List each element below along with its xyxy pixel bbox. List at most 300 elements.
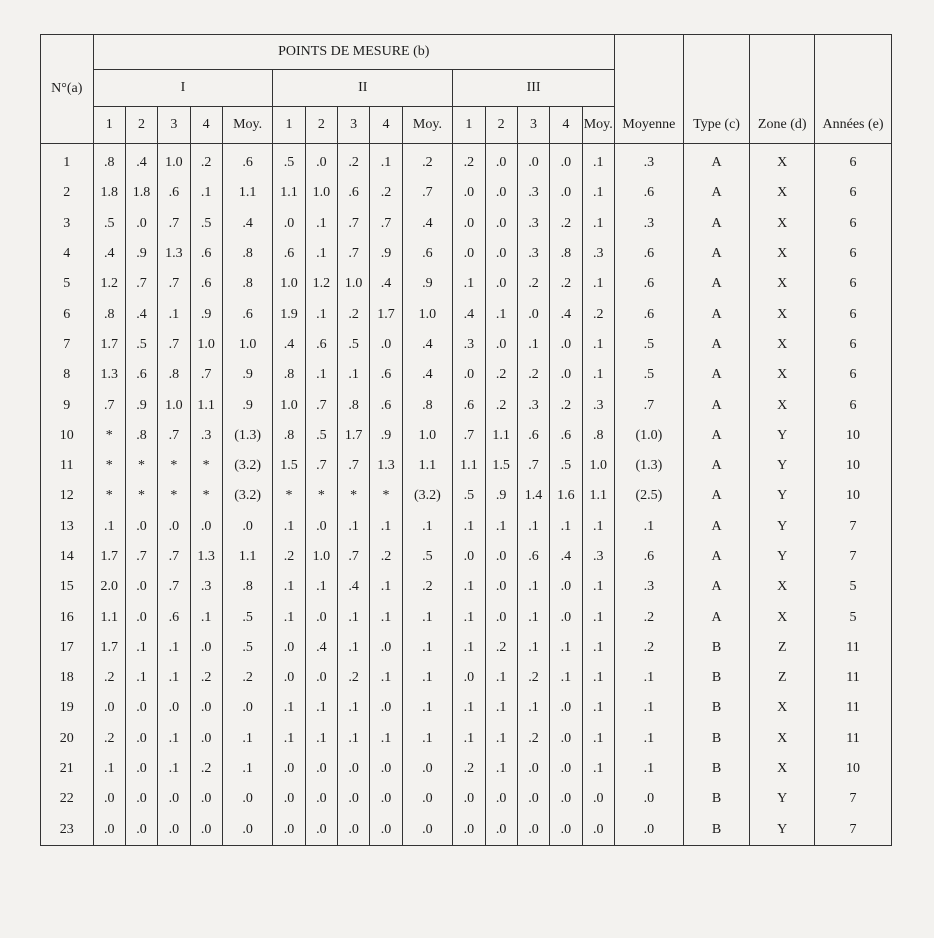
- table-cell: Y: [750, 451, 815, 481]
- table-cell: .5: [222, 602, 273, 632]
- table-row: [41, 602, 892, 632]
- table-row: [41, 390, 892, 420]
- table-cell: 9: [41, 390, 94, 420]
- table-cell: .5: [453, 481, 485, 511]
- table-cell: 6: [815, 178, 892, 208]
- table-cell: .0: [158, 815, 190, 846]
- table-cell: .5: [222, 633, 273, 663]
- table-cell: 6: [41, 299, 94, 329]
- table-cell: A: [683, 451, 750, 481]
- table-cell: .1: [370, 602, 402, 632]
- table-cell: A: [683, 178, 750, 208]
- table-cell: .1: [453, 269, 485, 299]
- table-cell: 1.4: [517, 481, 549, 511]
- table-cell: .0: [485, 602, 517, 632]
- table-cell: .1: [582, 724, 615, 754]
- table-cell: .7: [158, 209, 190, 239]
- table-cell: .1: [222, 724, 273, 754]
- table-cell: 1.7: [93, 542, 125, 572]
- table-cell: Y: [750, 815, 815, 846]
- table-cell: A: [683, 572, 750, 602]
- table-cell: Y: [750, 481, 815, 511]
- table-cell: 6: [815, 209, 892, 239]
- table-row: [41, 239, 892, 269]
- table-cell: X: [750, 754, 815, 784]
- table-cell: .1: [305, 299, 337, 329]
- table-cell: .3: [615, 572, 684, 602]
- table-cell: B: [683, 784, 750, 814]
- table-cell: .5: [615, 360, 684, 390]
- table-cell: .1: [517, 633, 549, 663]
- table-body: [41, 144, 892, 846]
- table-row: [41, 481, 892, 511]
- table-cell: 6: [815, 144, 892, 179]
- table-cell: .1: [453, 633, 485, 663]
- subheader-iii-1: 1: [453, 107, 485, 144]
- table-cell: 1.0: [190, 330, 222, 360]
- table-cell: .0: [485, 178, 517, 208]
- table-cell: *: [158, 451, 190, 481]
- table-cell: .1: [453, 693, 485, 723]
- table-cell: .0: [370, 754, 402, 784]
- table-cell: .0: [517, 815, 549, 846]
- table-cell: .0: [453, 815, 485, 846]
- table-cell: 1.5: [273, 451, 305, 481]
- table-cell: .1: [305, 239, 337, 269]
- table-cell: 1.1: [453, 451, 485, 481]
- table-cell: .0: [550, 754, 582, 784]
- table-cell: 1.0: [158, 390, 190, 420]
- table-cell: .5: [190, 209, 222, 239]
- table-cell: .7: [125, 542, 157, 572]
- table-cell: .1: [402, 663, 453, 693]
- table-cell: .3: [615, 209, 684, 239]
- table-cell: 6: [815, 330, 892, 360]
- table-cell: 21: [41, 754, 94, 784]
- table-cell: 1.1: [93, 602, 125, 632]
- table-cell: .6: [125, 360, 157, 390]
- table-row: [41, 144, 892, 179]
- table-cell: .6: [305, 330, 337, 360]
- table-cell: .2: [550, 209, 582, 239]
- table-cell: 1.0: [222, 330, 273, 360]
- table-cell: .1: [305, 693, 337, 723]
- table-cell: 23: [41, 815, 94, 846]
- table-cell: .1: [517, 512, 549, 542]
- table-cell: 22: [41, 784, 94, 814]
- table-cell: .7: [158, 421, 190, 451]
- table-cell: .0: [190, 633, 222, 663]
- table-cell: X: [750, 144, 815, 179]
- table-cell: 10: [41, 421, 94, 451]
- table-cell: .6: [370, 390, 402, 420]
- table-cell: .2: [517, 724, 549, 754]
- table-cell: .1: [338, 360, 370, 390]
- table-cell: .3: [453, 330, 485, 360]
- table-cell: 1.1: [222, 178, 273, 208]
- table-cell: .7: [338, 451, 370, 481]
- table-cell: .3: [517, 239, 549, 269]
- table-cell: .5: [93, 209, 125, 239]
- subheader-ii-2: 2: [305, 107, 337, 144]
- table-cell: .0: [190, 512, 222, 542]
- table-cell: A: [683, 360, 750, 390]
- table-row: [41, 451, 892, 481]
- table-cell: .0: [93, 693, 125, 723]
- table-cell: .1: [402, 693, 453, 723]
- header-type: Type (c): [683, 35, 750, 144]
- table-row: [41, 542, 892, 572]
- table-cell: .1: [370, 663, 402, 693]
- table-row: [41, 421, 892, 451]
- table-cell: .9: [402, 269, 453, 299]
- table-cell: .0: [453, 360, 485, 390]
- table-cell: (2.5): [615, 481, 684, 511]
- table-cell: .1: [582, 572, 615, 602]
- table-cell: .4: [550, 299, 582, 329]
- table-cell: .0: [125, 693, 157, 723]
- table-cell: .0: [125, 724, 157, 754]
- table-cell: .1: [125, 633, 157, 663]
- table-cell: 7: [815, 542, 892, 572]
- table-cell: .7: [158, 330, 190, 360]
- table-cell: .6: [615, 178, 684, 208]
- table-cell: .4: [402, 209, 453, 239]
- table-cell: .0: [370, 330, 402, 360]
- table-cell: .7: [305, 390, 337, 420]
- table-cell: .2: [615, 602, 684, 632]
- table-cell: .8: [125, 421, 157, 451]
- table-cell: .3: [615, 144, 684, 179]
- table-cell: .4: [453, 299, 485, 329]
- table-cell: .1: [485, 299, 517, 329]
- table-cell: A: [683, 542, 750, 572]
- table-cell: .0: [485, 542, 517, 572]
- table-cell: .2: [190, 144, 222, 179]
- table-cell: .0: [453, 239, 485, 269]
- table-cell: .6: [158, 602, 190, 632]
- table-cell: .0: [338, 754, 370, 784]
- table-cell: .0: [453, 542, 485, 572]
- table-cell: 1.1: [190, 390, 222, 420]
- table-cell: .4: [305, 633, 337, 663]
- table-cell: 1.7: [338, 421, 370, 451]
- table-cell: .2: [190, 754, 222, 784]
- table-cell: .7: [517, 451, 549, 481]
- table-cell: .2: [550, 390, 582, 420]
- table-cell: .0: [338, 784, 370, 814]
- table-cell: .0: [273, 633, 305, 663]
- table-cell: *: [338, 481, 370, 511]
- table-cell: .0: [582, 815, 615, 846]
- table-cell: 2.0: [93, 572, 125, 602]
- table-cell: .0: [305, 784, 337, 814]
- table-cell: .5: [125, 330, 157, 360]
- subheader-i-moy: Moy.: [222, 107, 273, 144]
- table-cell: *: [190, 451, 222, 481]
- table-cell: (3.2): [402, 481, 453, 511]
- table-cell: .0: [550, 360, 582, 390]
- table-cell: Z: [750, 633, 815, 663]
- table-row: [41, 360, 892, 390]
- table-cell: .0: [485, 269, 517, 299]
- table-cell: .0: [305, 602, 337, 632]
- table-cell: .8: [93, 299, 125, 329]
- table-cell: 1.0: [402, 421, 453, 451]
- table-cell: .1: [370, 144, 402, 179]
- table-cell: .0: [453, 178, 485, 208]
- table-cell: 6: [815, 390, 892, 420]
- table-cell: .2: [370, 542, 402, 572]
- table-cell: .5: [615, 330, 684, 360]
- table-cell: .0: [338, 815, 370, 846]
- table-cell: .1: [402, 724, 453, 754]
- table-cell: .6: [615, 269, 684, 299]
- table-cell: 10: [815, 481, 892, 511]
- table-cell: .3: [582, 390, 615, 420]
- table-cell: .0: [550, 815, 582, 846]
- table-cell: .0: [550, 178, 582, 208]
- table-cell: .0: [125, 815, 157, 846]
- subheader-ii-moy: Moy.: [402, 107, 453, 144]
- table-cell: (1.0): [615, 421, 684, 451]
- table-cell: X: [750, 239, 815, 269]
- table-cell: Y: [750, 421, 815, 451]
- table-cell: .0: [485, 815, 517, 846]
- table-cell: .0: [550, 693, 582, 723]
- table-cell: .2: [93, 724, 125, 754]
- table-cell: .0: [125, 512, 157, 542]
- table-cell: .0: [158, 784, 190, 814]
- subheader-iii-4: 4: [550, 107, 582, 144]
- table-cell: 14: [41, 542, 94, 572]
- table-cell: (3.2): [222, 481, 273, 511]
- table-cell: .0: [222, 815, 273, 846]
- table-cell: .8: [273, 421, 305, 451]
- table-cell: (1.3): [615, 451, 684, 481]
- table-cell: .1: [402, 602, 453, 632]
- table-cell: 1.3: [370, 451, 402, 481]
- table-cell: B: [683, 663, 750, 693]
- table-cell: .1: [485, 693, 517, 723]
- table-cell: .0: [550, 330, 582, 360]
- table-row: [41, 693, 892, 723]
- table-cell: A: [683, 602, 750, 632]
- table-cell: .1: [582, 330, 615, 360]
- table-cell: .6: [190, 269, 222, 299]
- table-cell: .1: [582, 754, 615, 784]
- table-cell: .0: [402, 815, 453, 846]
- table-cell: Y: [750, 784, 815, 814]
- table-cell: .9: [222, 390, 273, 420]
- table-cell: .2: [453, 754, 485, 784]
- table-cell: A: [683, 239, 750, 269]
- table-cell: .1: [273, 572, 305, 602]
- table-cell: .8: [402, 390, 453, 420]
- table-cell: .0: [125, 602, 157, 632]
- table-cell: .0: [453, 209, 485, 239]
- header-group-ii: II: [273, 70, 453, 107]
- header-annees: Années (e): [815, 35, 892, 144]
- table-cell: .3: [582, 239, 615, 269]
- table-cell: .0: [550, 602, 582, 632]
- table-cell: .0: [550, 784, 582, 814]
- table-cell: 1.2: [305, 269, 337, 299]
- table-cell: A: [683, 421, 750, 451]
- table-cell: *: [305, 481, 337, 511]
- table-cell: 5: [815, 572, 892, 602]
- table-cell: .0: [222, 784, 273, 814]
- table-cell: .6: [615, 542, 684, 572]
- table-cell: .1: [370, 512, 402, 542]
- table-cell: 1.0: [402, 299, 453, 329]
- table-cell: .0: [273, 815, 305, 846]
- table-cell: A: [683, 481, 750, 511]
- table-row: [41, 572, 892, 602]
- table-cell: 1.7: [93, 633, 125, 663]
- table-cell: .2: [93, 663, 125, 693]
- table-cell: 6: [815, 360, 892, 390]
- table-cell: .0: [125, 572, 157, 602]
- table-cell: .0: [517, 754, 549, 784]
- table-cell: Z: [750, 663, 815, 693]
- table-cell: .2: [453, 144, 485, 179]
- table-cell: .1: [550, 663, 582, 693]
- table-cell: .0: [125, 754, 157, 784]
- table-cell: .9: [125, 390, 157, 420]
- table-cell: *: [125, 481, 157, 511]
- table-cell: .2: [582, 299, 615, 329]
- table-cell: X: [750, 330, 815, 360]
- table-cell: .7: [158, 572, 190, 602]
- table-cell: 10: [815, 754, 892, 784]
- table-cell: .9: [370, 421, 402, 451]
- table-cell: B: [683, 633, 750, 663]
- table-cell: .0: [305, 663, 337, 693]
- table-cell: 1.0: [158, 144, 190, 179]
- table-cell: .2: [190, 663, 222, 693]
- table-cell: 10: [815, 421, 892, 451]
- table-cell: .6: [550, 421, 582, 451]
- table-cell: .1: [517, 602, 549, 632]
- table-cell: .7: [190, 360, 222, 390]
- table-cell: 11: [815, 633, 892, 663]
- table-cell: .1: [305, 572, 337, 602]
- table-cell: 1.8: [125, 178, 157, 208]
- table-cell: .5: [402, 542, 453, 572]
- table-cell: .1: [550, 633, 582, 663]
- table-cell: X: [750, 360, 815, 390]
- table-cell: .4: [222, 209, 273, 239]
- table-cell: A: [683, 299, 750, 329]
- subheader-i-2: 2: [125, 107, 157, 144]
- table-cell: .0: [222, 693, 273, 723]
- table-cell: .8: [222, 269, 273, 299]
- table-cell: .2: [273, 542, 305, 572]
- table-cell: .1: [158, 724, 190, 754]
- table-cell: .1: [517, 572, 549, 602]
- table-cell: .4: [338, 572, 370, 602]
- table-cell: .5: [305, 421, 337, 451]
- table-cell: .7: [338, 542, 370, 572]
- table-cell: .1: [273, 693, 305, 723]
- table-cell: .7: [305, 451, 337, 481]
- table-cell: .0: [517, 144, 549, 179]
- table-cell: .0: [485, 144, 517, 179]
- header-moyenne: Moyenne: [615, 35, 684, 144]
- table-cell: .1: [550, 512, 582, 542]
- table-cell: 1.1: [222, 542, 273, 572]
- table-cell: .1: [582, 269, 615, 299]
- table-cell: .1: [453, 602, 485, 632]
- table-cell: 6: [815, 269, 892, 299]
- table-cell: .0: [517, 784, 549, 814]
- table-cell: 1.0: [305, 178, 337, 208]
- table-cell: .3: [517, 178, 549, 208]
- table-cell: X: [750, 299, 815, 329]
- table-cell: .1: [158, 633, 190, 663]
- table-cell: 1.9: [273, 299, 305, 329]
- table-cell: .2: [370, 178, 402, 208]
- table-cell: .7: [615, 390, 684, 420]
- table-cell: .1: [158, 754, 190, 784]
- subheader-i-4: 4: [190, 107, 222, 144]
- table-cell: .1: [582, 360, 615, 390]
- table-cell: 17: [41, 633, 94, 663]
- table-cell: .1: [582, 663, 615, 693]
- table-cell: .2: [485, 390, 517, 420]
- table-cell: .7: [338, 209, 370, 239]
- table-cell: .6: [453, 390, 485, 420]
- subheader-iii-moy: Moy.: [582, 107, 615, 144]
- table-cell: .0: [190, 693, 222, 723]
- table-cell: 1.6: [550, 481, 582, 511]
- table-cell: 11: [815, 663, 892, 693]
- table-cell: .1: [125, 663, 157, 693]
- table-cell: .3: [190, 421, 222, 451]
- table-cell: 1.3: [190, 542, 222, 572]
- table-cell: .1: [190, 602, 222, 632]
- table-cell: .0: [305, 754, 337, 784]
- table-cell: .1: [582, 512, 615, 542]
- table-cell: 1.0: [273, 390, 305, 420]
- table-cell: .6: [517, 421, 549, 451]
- table-cell: X: [750, 390, 815, 420]
- table-cell: 1.1: [273, 178, 305, 208]
- table-cell: *: [273, 481, 305, 511]
- table-cell: .2: [615, 633, 684, 663]
- subheader-i-1: 1: [93, 107, 125, 144]
- table-cell: B: [683, 693, 750, 723]
- table-cell: .2: [485, 360, 517, 390]
- table-cell: .1: [615, 663, 684, 693]
- table-cell: .6: [222, 144, 273, 179]
- subheader-ii-1: 1: [273, 107, 305, 144]
- table-cell: 7: [815, 815, 892, 846]
- table-cell: B: [683, 815, 750, 846]
- table-cell: .0: [273, 784, 305, 814]
- table-cell: .1: [582, 209, 615, 239]
- table-cell: .0: [402, 754, 453, 784]
- table-cell: .4: [273, 330, 305, 360]
- header-group-iii: III: [453, 70, 615, 107]
- table-cell: .1: [305, 209, 337, 239]
- table-cell: .6: [615, 239, 684, 269]
- table-cell: .1: [158, 663, 190, 693]
- table-cell: 1.5: [485, 451, 517, 481]
- table-cell: .8: [273, 360, 305, 390]
- table-cell: .1: [615, 693, 684, 723]
